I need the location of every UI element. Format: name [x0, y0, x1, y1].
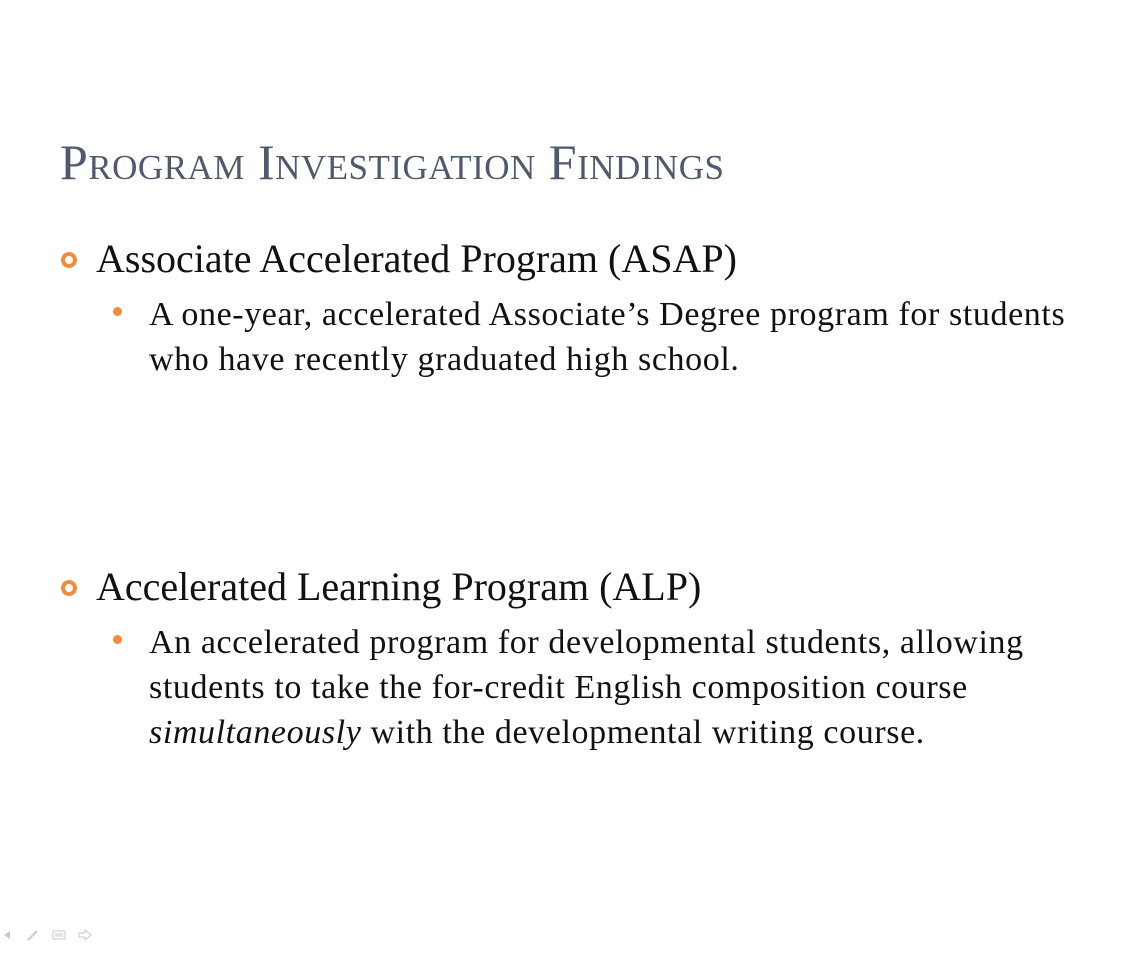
slide-title: Program Investigation Findings [60, 134, 725, 190]
bullet-item-asap [60, 236, 737, 282]
ring-bullet-icon [60, 251, 78, 269]
ring-bullet-icon [60, 579, 78, 597]
dot-bullet-icon [113, 307, 122, 316]
sub-bullet-text-part: An accelerated program for developmental students, allowing students to take the for-credit English composition course [149, 624, 1024, 706]
sub-bullet-asap [113, 292, 1073, 382]
emphasized-word: simultaneously [149, 714, 362, 751]
bullet-heading: Accelerated Learning Program (ALP) [96, 564, 702, 609]
bullet-heading: Associate Accelerated Program (ASAP) [96, 236, 737, 281]
previous-slide-icon[interactable] [0, 928, 14, 942]
pen-icon[interactable] [26, 928, 40, 942]
slideshow-controls [0, 928, 92, 942]
next-slide-icon[interactable] [78, 928, 92, 942]
sub-bullet-alp [113, 620, 1073, 755]
sub-bullet-text-part: with the developmental writing course. [361, 714, 925, 751]
sub-bullet-text: A one-year, accelerated Associate’s Degree program for students who have recently graduated high school. [149, 296, 1066, 378]
bullet-item-alp [60, 564, 701, 610]
dot-bullet-icon [113, 635, 122, 644]
sub-bullet-text [149, 620, 1073, 755]
menu-icon[interactable] [52, 928, 66, 942]
